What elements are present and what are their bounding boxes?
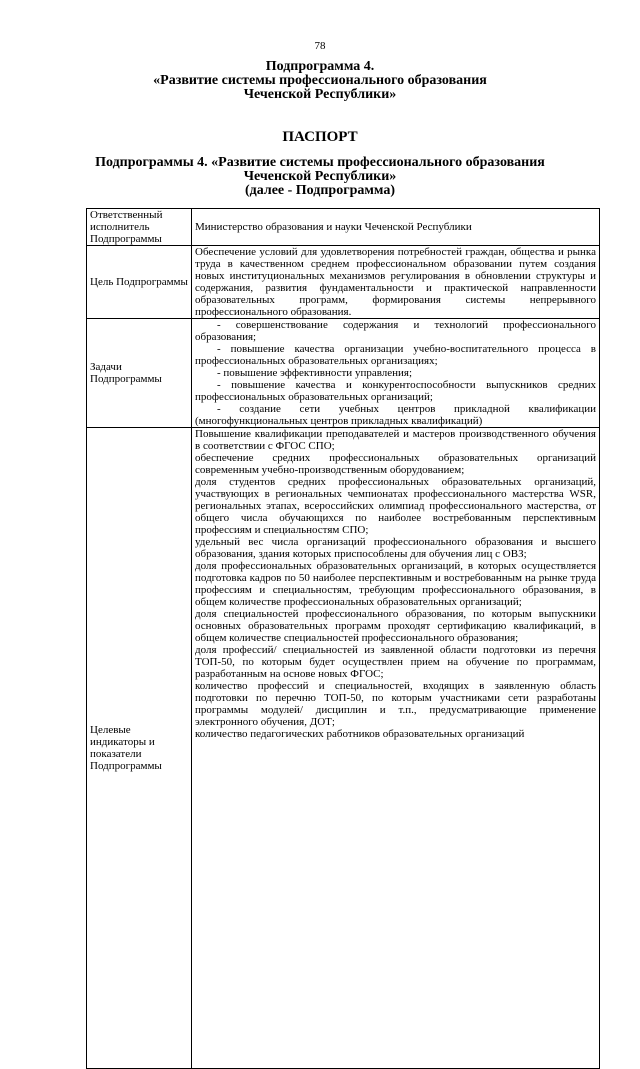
indicator-item: обеспечение средних профессиональных образовательных организаций современным учебно-производственным оборудованием; <box>195 452 596 476</box>
row-value-responsible: Министерство образования и науки Чеченской Республики <box>192 209 600 246</box>
subprogram-heading-line-3: Чеченской Республики» <box>243 87 397 102</box>
row-value-indicators <box>192 428 600 1069</box>
subprogram-heading-line-1: Подпрограмма 4. <box>265 59 375 74</box>
row-label-indicators: Целевые индикаторы и показатели Подпрограммы <box>87 428 192 1069</box>
indicator-item: доля специальностей профессионального образования, по которым выпускники основных образовательных программ проходят сертификацию квалификаций, в общем количестве специальностей профессионального образования; <box>195 608 596 644</box>
row-label-tasks: Задачи Подпрограммы <box>87 319 192 428</box>
row-value-goal: Обеспечение условий для удовлетворения потребностей граждан, общества и рынка труда в качественном среднем профессиональном образовании путем создания новых институциональных механизмов регулирования в обновлении структуры и содержания, развития фундаментальности и практической направленности образовательных программ, формирования системы непрерывного профессионального образования. <box>192 246 600 319</box>
table-row <box>87 246 600 319</box>
indicator-item: доля студентов средних профессиональных образовательных организаций, участвующих в региональных чемпионатах профессионального мастерства WSR, региональных этапах, всероссийских олимпиад профессионального мастерства, от общего числа обучающихся по наиболее востребованным перспективным профессиям и специальностям СПО; <box>195 476 596 536</box>
indicator-item: доля профессиональных образовательных организаций, в которых осуществляется подготовка кадров по 50 наиболее перспективным и востребованным на рынке труда профессиям и специальностям, требующим профессионального образования, в общем количестве профессиональных образовательных организаций; <box>195 560 596 608</box>
passport-heading-line-2: Чеченской Республики» <box>243 169 397 184</box>
passport-title: ПАСПОРТ <box>282 129 358 145</box>
indicator-item: удельный вес числа организаций профессионального образования и высшего образования, здания которых приспособлены для обучения лиц с ОВЗ; <box>195 536 596 560</box>
task-item: - повышение эффективности управления; <box>217 367 413 379</box>
row-label-responsible: Ответственный исполнитель Подпрограммы <box>87 209 192 246</box>
table-row <box>87 319 600 428</box>
row-value-tasks <box>192 319 600 428</box>
indicator-item: количество педагогических работников образовательных организаций <box>195 728 525 740</box>
passport-heading <box>60 130 580 198</box>
indicator-item: количество профессий и специальностей, входящих в заявленную область подготовки по перечню ТОП-50, по которым участниками сети разработаны программы модулей/ дисциплин и т.п., предусматривающие применение электронного обучения, ДОТ; <box>195 680 596 728</box>
passport-table <box>86 208 600 1069</box>
subprogram-heading-line-2: «Развитие системы профессионального образования <box>153 73 487 88</box>
indicator-item: Повышение квалификации преподавателей и мастеров производственного обучения в соответствии с ФГОС СПО; <box>195 428 596 452</box>
page-number: 78 <box>314 40 326 52</box>
row-label-goal: Цель Подпрограммы <box>87 246 192 319</box>
passport-heading-line-1: Подпрограммы 4. «Развитие системы профессионального образования <box>95 155 545 170</box>
indicator-item: доля профессий/ специальностей из заявленной области подготовки из перечня ТОП-50, по которым будет осуществлен прием на обучение по программам, разработанным на основе новых ФГОС; <box>195 644 596 680</box>
task-item: - совершенствование содержания и технологий профессионального образования; <box>195 319 596 343</box>
task-item: - повышение качества и конкурентоспособности выпускников средних профессиональных образовательных организаций; <box>195 379 596 403</box>
indicators-list <box>195 428 596 1068</box>
passport-heading-line-3: (далее - Подпрограмма) <box>244 183 395 198</box>
subprogram-heading <box>60 60 580 102</box>
table-row <box>87 428 600 1069</box>
task-item: - создание сети учебных центров прикладной квалификации (многофункциональных центров прикладных квалификаций) <box>195 403 596 427</box>
table-row <box>87 209 600 246</box>
task-item: - повышение качества организации учебно-воспитательного процесса в профессиональных образовательных организациях; <box>195 343 596 367</box>
